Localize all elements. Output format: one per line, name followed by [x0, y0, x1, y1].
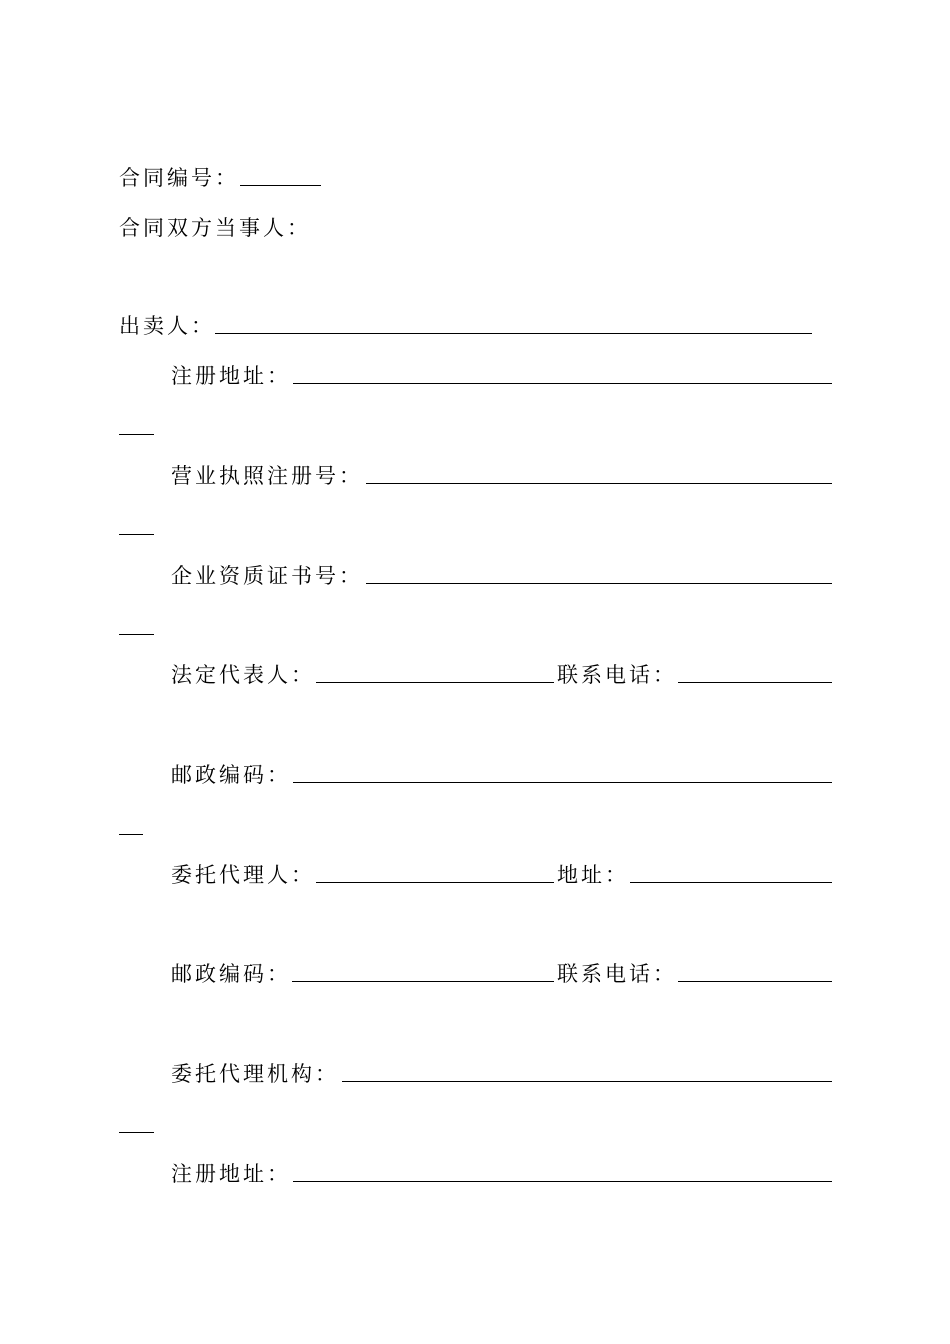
reg-address-blank-tail[interactable] — [119, 434, 154, 435]
phone-blank[interactable] — [678, 682, 832, 683]
legal-rep-row — [0, 660, 950, 690]
license-no-label: 营业执照注册号： — [171, 464, 363, 488]
parties-row — [0, 213, 950, 243]
agency-reg-address-row — [0, 1159, 950, 1189]
seller-row — [0, 311, 950, 341]
postal-code-row — [0, 760, 950, 790]
agency-reg-address-blank[interactable] — [293, 1181, 832, 1182]
reg-address-label: 注册地址： — [171, 364, 291, 388]
reg-address-row — [0, 361, 950, 391]
postal-code-blank-tail[interactable] — [119, 834, 143, 835]
qualification-no-blank-tail[interactable] — [119, 634, 154, 635]
agent-postal-code-blank[interactable] — [292, 981, 554, 982]
agent-postal-row — [0, 959, 950, 989]
contract-number-blank[interactable] — [240, 185, 321, 186]
contract-number-row — [0, 163, 950, 193]
agency-blank[interactable] — [342, 1081, 832, 1082]
agency-label: 委托代理机构： — [171, 1062, 339, 1086]
qualification-no-row — [0, 561, 950, 591]
agent-label: 委托代理人： — [171, 863, 315, 887]
parties-label: 合同双方当事人： — [119, 216, 311, 240]
postal-code-label: 邮政编码： — [171, 763, 291, 787]
seller-blank[interactable] — [215, 333, 812, 334]
reg-address-continuation — [0, 412, 950, 442]
agency-blank-tail[interactable] — [119, 1132, 154, 1133]
agent-postal-code-label: 邮政编码： — [171, 962, 291, 986]
qualification-no-continuation — [0, 612, 950, 642]
qualification-no-label: 企业资质证书号： — [171, 564, 363, 588]
reg-address-blank[interactable] — [293, 383, 832, 384]
legal-rep-label: 法定代表人： — [171, 663, 315, 687]
seller-label: 出卖人： — [119, 314, 215, 338]
postal-code-blank[interactable] — [293, 782, 832, 783]
agent-phone-label: 联系电话： — [557, 962, 677, 986]
agent-phone-blank[interactable] — [678, 981, 832, 982]
agency-continuation — [0, 1110, 950, 1140]
agent-address-blank[interactable] — [630, 882, 832, 883]
postal-code-continuation — [0, 812, 950, 842]
legal-rep-blank[interactable] — [316, 682, 554, 683]
agency-reg-address-label: 注册地址： — [171, 1162, 291, 1186]
agency-row — [0, 1059, 950, 1089]
license-no-blank-tail[interactable] — [119, 534, 154, 535]
agent-row — [0, 860, 950, 890]
license-no-continuation — [0, 512, 950, 542]
agent-address-label: 地址： — [557, 863, 629, 887]
qualification-no-blank[interactable] — [366, 583, 832, 584]
license-no-blank[interactable] — [366, 483, 832, 484]
phone-label: 联系电话： — [557, 663, 677, 687]
agent-blank[interactable] — [316, 882, 554, 883]
contract-number-label: 合同编号： — [119, 166, 239, 190]
license-no-row — [0, 461, 950, 491]
